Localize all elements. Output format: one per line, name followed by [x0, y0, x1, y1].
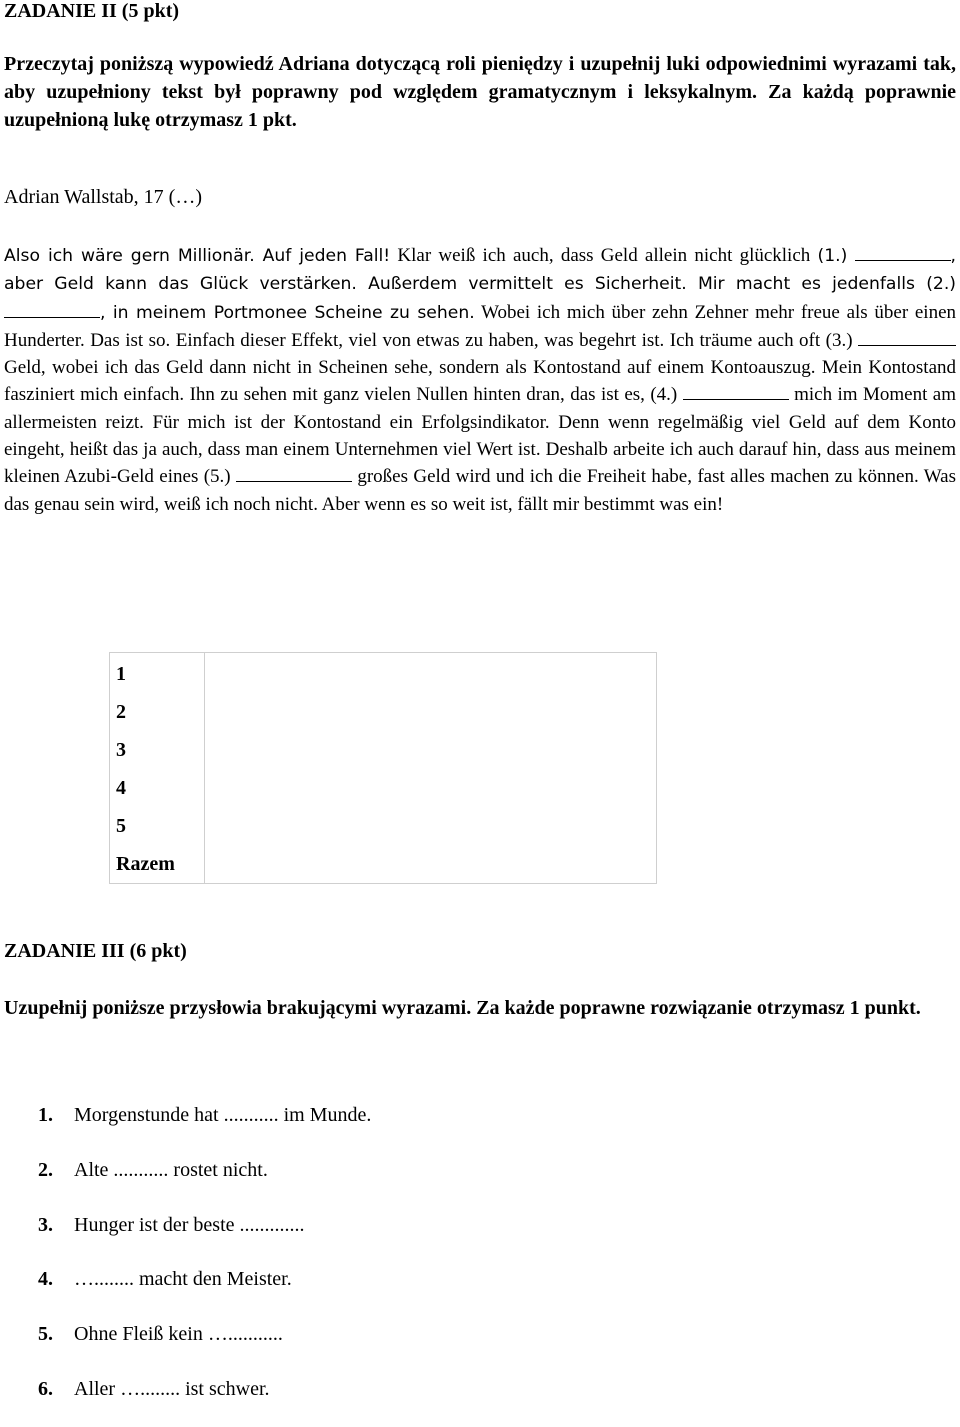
proverb-number: 5. [38, 1323, 53, 1346]
proverb-text: Morgenstunde hat ........... im Munde. [74, 1104, 372, 1126]
text-segment: Einfach dieser Effekt, viel von etwas zu haben, was begehrt ist. [170, 329, 665, 351]
task2-text [4, 242, 956, 518]
text-segment: Wobei ich mich über zehn Zehner mehr freue als über einen Hunderter. Das ist so. [4, 301, 956, 351]
task3-heading: ZADANIE III (6 pkt) [4, 940, 187, 962]
proverb-number: 2. [38, 1158, 53, 1181]
gap-2-blank[interactable] [4, 303, 100, 318]
text-segment: , in meinem Portmonee Scheine zu sehen. [100, 302, 475, 323]
proverb-number: 3. [38, 1213, 53, 1236]
gap-1-blank[interactable] [855, 246, 951, 261]
proverb-text: …........ macht den Meister. [74, 1268, 292, 1291]
score-label: 4 [116, 777, 126, 799]
answer-cell[interactable] [205, 653, 657, 884]
gap-label: (2.) [926, 274, 956, 295]
score-labels-cell [110, 653, 205, 884]
gap-3-blank[interactable] [858, 331, 956, 346]
score-table [109, 652, 657, 884]
score-label: 2 [116, 701, 126, 723]
gap-4-blank[interactable] [683, 385, 789, 400]
text-segment: großes Geld wird und ich die Freiheit habe, fast alles machen zu können. Was das genau sein wird, weiß ich noch nicht. Aber wenn es so weit ist, fällt mir bestimmt was ein! [4, 466, 956, 515]
score-label: 3 [116, 739, 126, 761]
text-segment: , aber Geld kann das Glück verstärken. Außerdem vermittelt es Sicherheit. Mir macht es jedenfalls [4, 246, 957, 295]
task2-instruction: Przeczytaj poniższą wypowiedź Adriana dotyczącą roli pieniędzy i uzupełnij luki odpowiednimi wyrazami tak, aby uzupełniony tekst był poprawny pod względem gramatycznym i leksykalnym. Za każdą poprawnie uzupełnioną lukę otrzymasz 1 pkt. [4, 53, 956, 131]
task3-instruction: Uzupełnij poniższe przysłowia brakującymi wyrazami. Za każde poprawne rozwiązanie otrzymasz 1 punkt. [4, 997, 921, 1019]
proverb-number: 4. [38, 1268, 53, 1291]
score-label: Razem [116, 853, 175, 875]
task2-subtitle: Adrian Wallstab, 17 (…) [4, 186, 202, 208]
text-segment: Also ich wäre gern Millionär. Auf jeden Fall! [4, 246, 391, 266]
score-label: 5 [116, 815, 126, 837]
text-segment: Ich träume auch oft (3.) [664, 329, 858, 351]
task2-heading: ZADANIE II (5 pkt) [4, 0, 180, 22]
gap-label: (1.) [817, 246, 848, 266]
proverb-number: 6. [38, 1377, 53, 1400]
score-label: 1 [116, 663, 126, 685]
text-segment: mich im Moment am allermeisten reizt. Für mich ist der Kontostand ein Erfolgsindikator. Denn wenn regelmäßig viel Geld auf dem Konto eingeht, heißt das ja auch, dass man einem Unternehmen viel Wert ist. Deshalb arbeite ich auch darauf hin, dass aus meinem kleinen Azubi-Geld eines (5.) [4, 384, 956, 488]
proverb-text: Aller …........ ist schwer. [74, 1377, 270, 1400]
proverb-text: Alte ........... rostet nicht. [74, 1158, 268, 1181]
gap-5-blank[interactable] [236, 467, 352, 482]
proverb-text: Ohne Fleiß kein …........... [74, 1323, 283, 1346]
proverb-text: Hunger ist der beste ............. [74, 1213, 305, 1236]
text-segment: Klar weiß ich auch, dass Geld allein nicht glücklich [390, 245, 818, 266]
text-segment: Geld, wobei ich das Geld dann nicht in Scheinen sehe, sondern als Kontostand auf einem Kontoauszug. Mein Kontostand fasziniert mich einfach. Ihn zu sehen mit ganz vielen Nullen hinten dran, das ist es, (4.) [4, 357, 956, 406]
proverb-number: 1. [38, 1104, 53, 1126]
